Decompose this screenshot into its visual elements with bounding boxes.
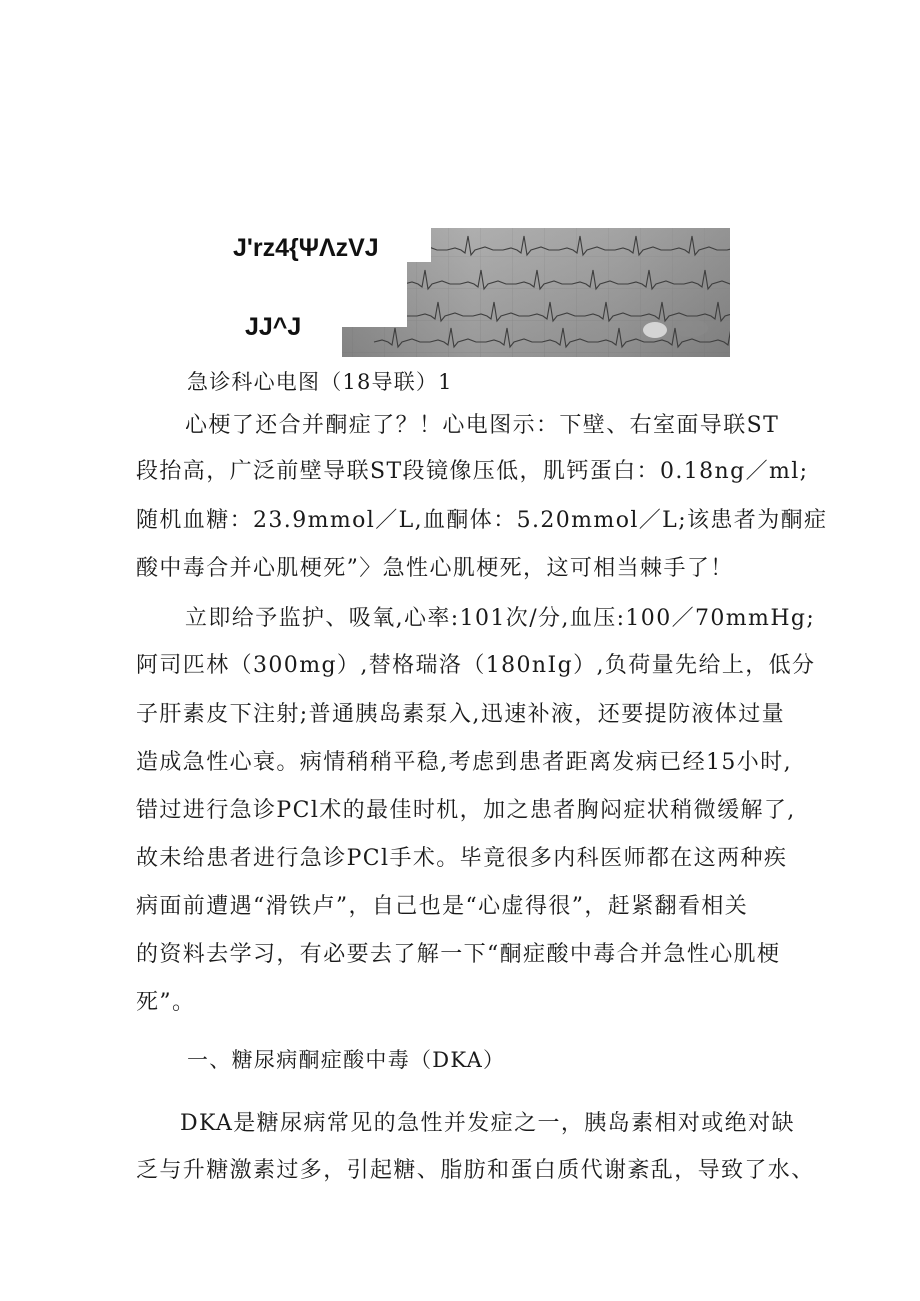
- ecg-figure: [0, 0, 920, 370]
- paragraph-line: 阿司匹林（300mg）,替格瑞洛（180nIg）,负荷量先给上，低分: [136, 653, 816, 678]
- ecg-lead-label: J'rz4{ΨΛzVJ: [233, 234, 379, 262]
- paragraph-line: 病面前遭遇“滑铁卢”，自己也是“心虚得很”，赶紧翻看相关: [136, 894, 749, 919]
- paragraph-line: 的资料去学习，有必要去了解一下“酮症酸中毒合并急性心肌梗: [136, 942, 781, 967]
- paragraph-line: 心梗了还合并酮症了？！心电图示：下壁、右室面导联ST: [185, 413, 780, 438]
- section-heading: 一、糖尿病酮症酸中毒（DKA）: [187, 1048, 506, 1072]
- paragraph-line: 错过进行急诊PCl术的最佳时机，加之患者胸闷症状稍微缓解了,: [136, 798, 796, 823]
- figure-caption: 急诊科心电图（18导联）1: [187, 370, 453, 394]
- paragraph-line: 随机血糖：23.9mmol／L,血酮体：5.20mmol／L;该患者为酮症: [136, 508, 828, 533]
- ecg-lead-label: JJ^J: [245, 313, 302, 341]
- paragraph-line: DKA是糖尿病常见的急性并发症之一，胰岛素相对或绝对缺: [180, 1111, 795, 1136]
- paragraph-line: 乏与升糖激素过多，引起糖、脂肪和蛋白质代谢紊乱，导致了水、: [136, 1158, 815, 1183]
- paragraph-line: 子肝素皮下注射;普通胰岛素泵入,迅速补液，还要提防液体过量: [136, 702, 786, 727]
- paragraph-line: 故未给患者进行急诊PCl手术。毕竟很多内科医师都在这两种疾: [136, 846, 788, 871]
- paragraph-line: 酸中毒合并心肌梗死”〉急性心肌梗死，这可相当棘手了！: [136, 556, 734, 581]
- paragraph-line: 段抬高，广泛前壁导联ST段镜像压低，肌钙蛋白：0.18ng／ml;: [136, 459, 809, 484]
- paragraph-line: 造成急性心衰。病情稍稍平稳,考虑到患者距离发病已经15小时,: [136, 750, 792, 775]
- paragraph-line: 立即给予监护、吸氧,心率:101次/分,血压:100／70mmHg;: [185, 606, 816, 631]
- paragraph-line: 死”。: [136, 990, 196, 1015]
- ecg-image: [0, 0, 920, 370]
